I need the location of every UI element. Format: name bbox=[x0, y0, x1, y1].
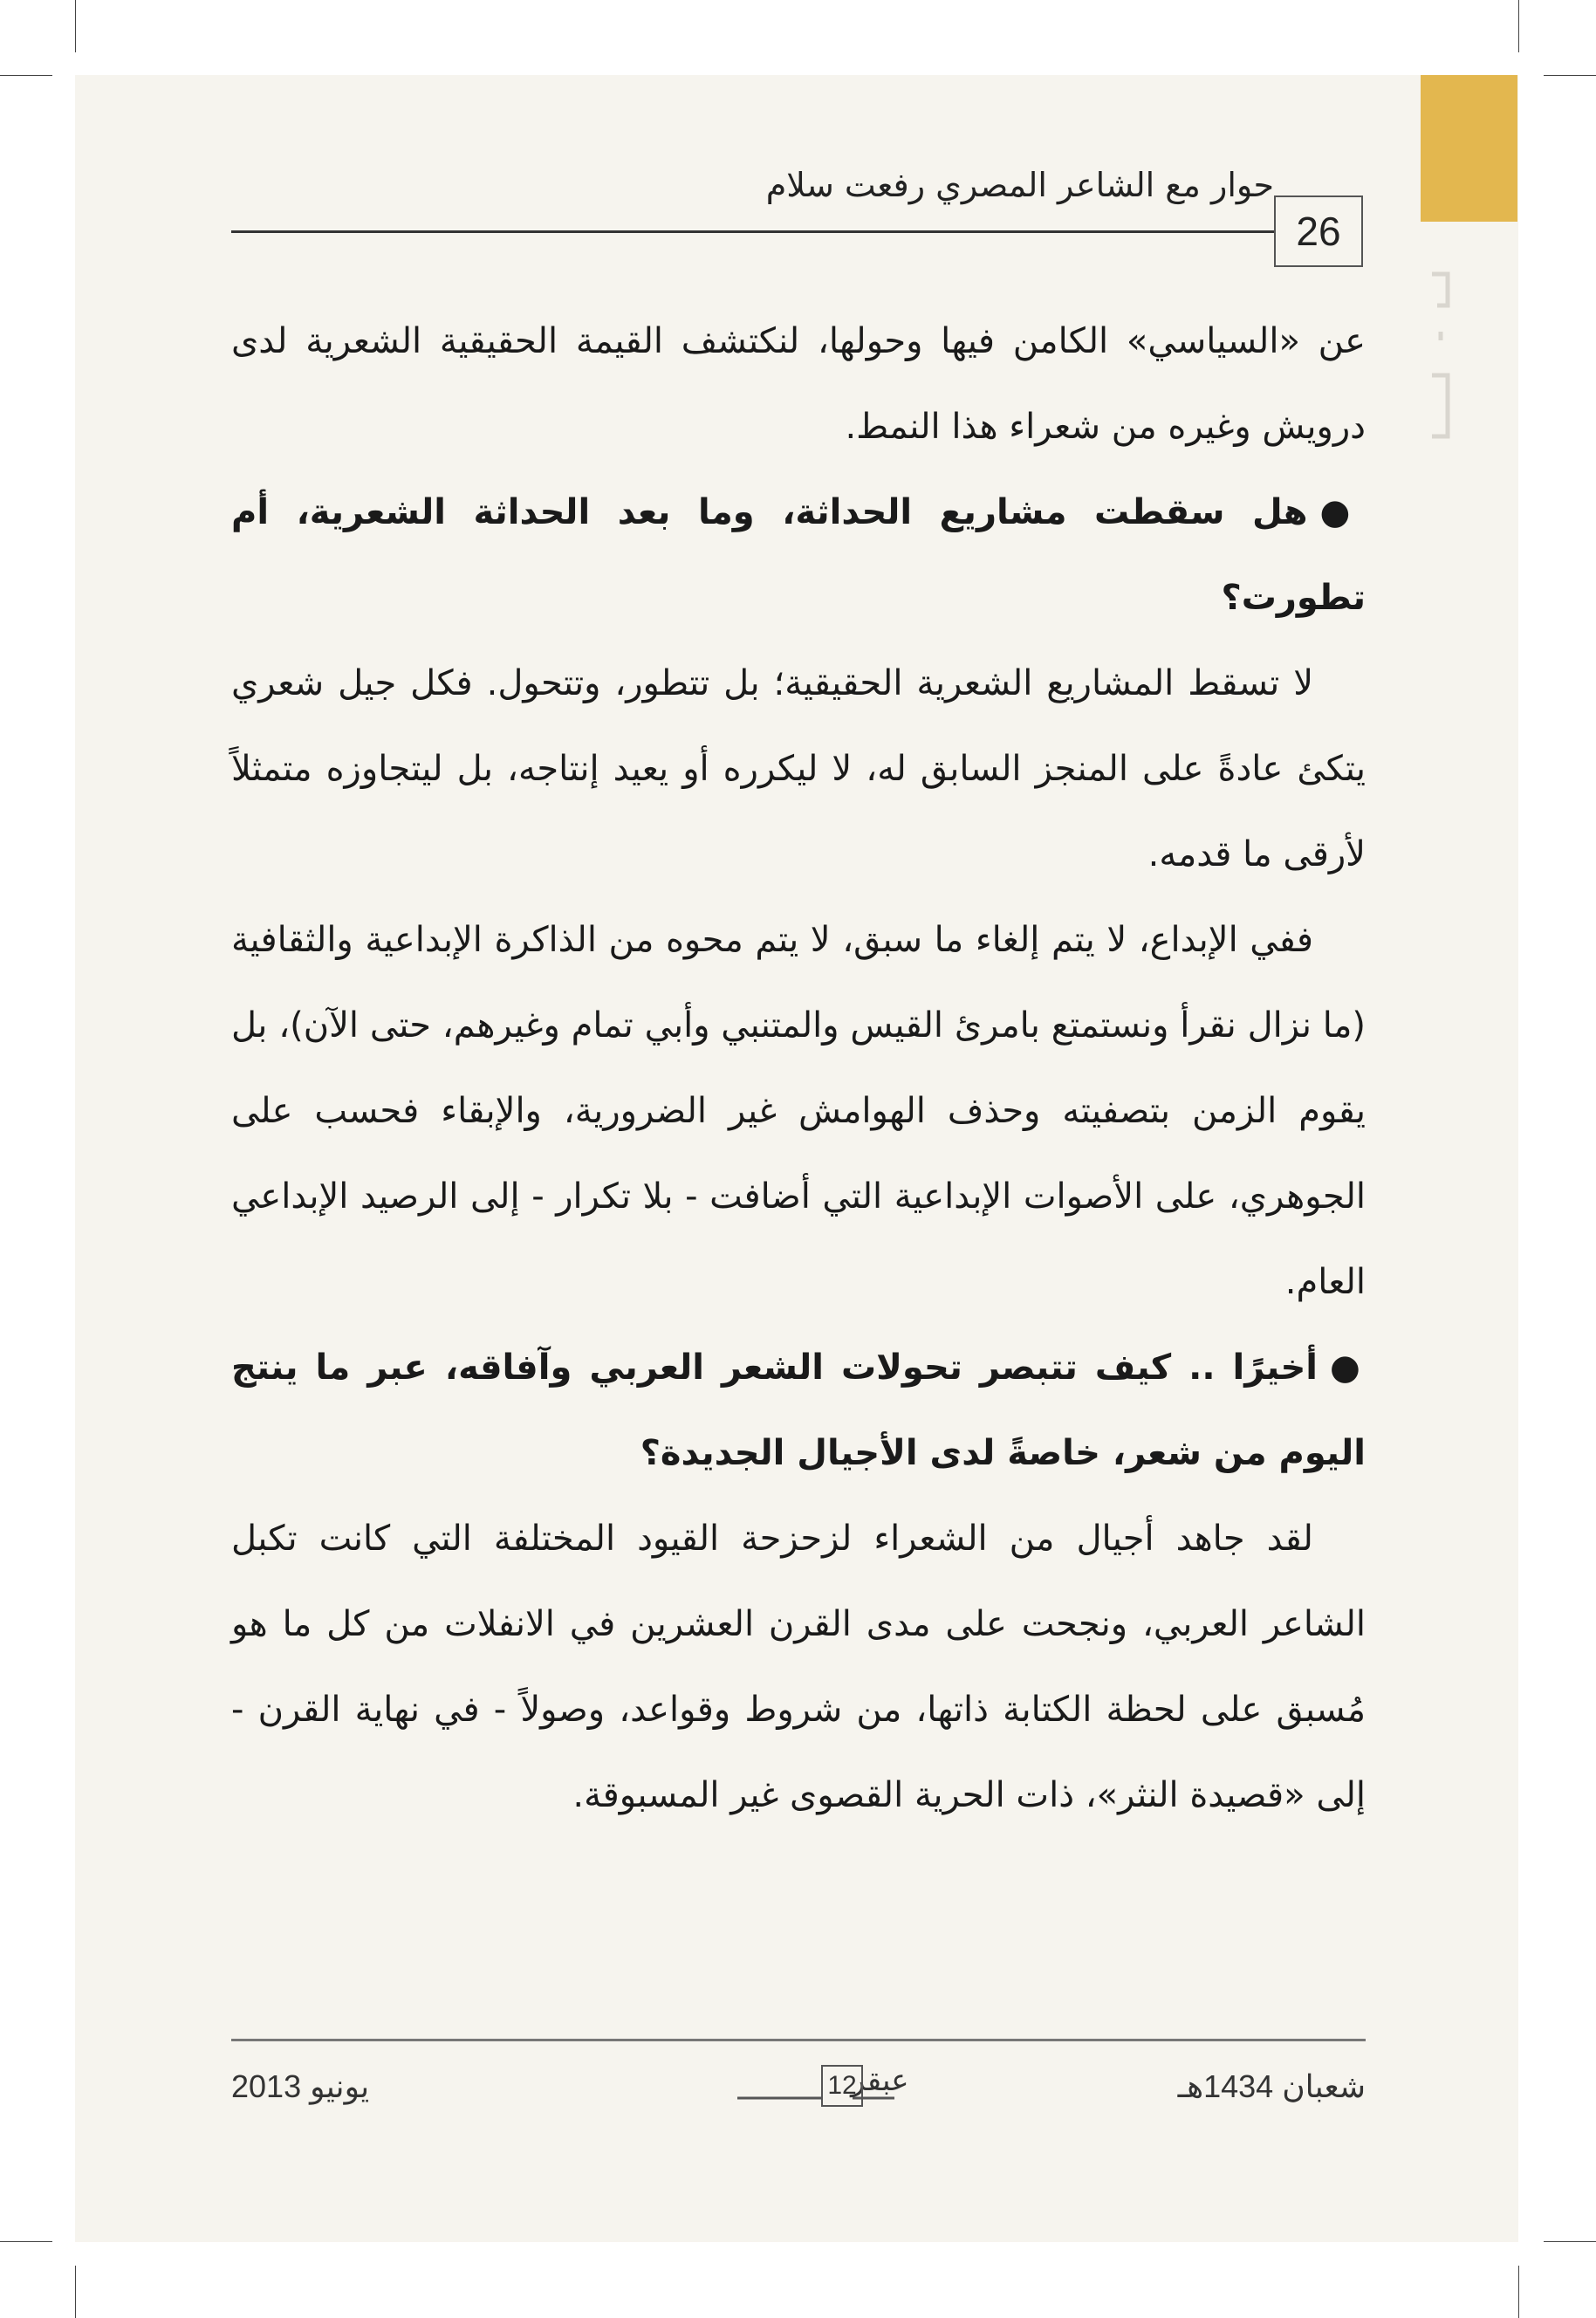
paragraph: عن «السياسي» الكامن فيها وحولها، لنكتشف القيمة الحقيقية الشعرية لدى درويش وغيره من شعراء هذا النمط. bbox=[231, 321, 1366, 447]
bullet-icon: ● bbox=[1330, 1348, 1366, 1388]
interview-question bbox=[231, 470, 1366, 641]
paragraph: ففي الإبداع، لا يتم إلغاء ما سبق، لا يتم محوه من الذاكرة الإبداعية والثقافية (ما نزال نقرأ ونستمتع بامرئ القيس والمتنبي وأبي تمام وغيرهم، حتى الآن)، بل يقوم الزمن بتصفيته وحذف الهوامش غير الضرورية، والإبقاء فحسب على الجوهري، على الأصوات الإبداعية التي أضافت - بلا تكرار - إلى الرصيد الإبداعي العام. bbox=[231, 920, 1366, 1302]
crop-mark bbox=[1518, 2266, 1519, 2318]
paragraph: لا تسقط المشاريع الشعرية الحقيقية؛ بل تتطور، وتتحول. فكل جيل شعري يتكئ عادةً على المنجز السابق له، لا ليكرره أو يعيد إنتاجه، بل ليتجاوزه متمثلاً لأرقى ما قدمه. bbox=[231, 663, 1366, 874]
section-color-tab bbox=[1421, 75, 1517, 222]
crop-mark bbox=[0, 75, 52, 76]
question-text: هل سقطت مشاريع الحداثة، وما بعد الحداثة الشعرية، أم تطورت؟ bbox=[231, 492, 1366, 618]
footer-rule bbox=[231, 2039, 1366, 2041]
interview-question bbox=[231, 1325, 1366, 1496]
header-rule bbox=[231, 230, 1274, 233]
page-number: 26 bbox=[1274, 195, 1363, 267]
crop-mark bbox=[0, 2241, 52, 2242]
bullet-icon: ● bbox=[1319, 492, 1366, 532]
footer-issue-number: 12 bbox=[821, 2065, 863, 2107]
crop-mark bbox=[75, 0, 76, 52]
crop-mark bbox=[1544, 75, 1596, 76]
page-footer bbox=[231, 2061, 1366, 2114]
crop-mark bbox=[1518, 0, 1519, 52]
running-header-title: حوار مع الشاعر المصري رفعت سلام bbox=[765, 166, 1274, 204]
footer-magazine-name: عبقر bbox=[851, 2064, 909, 2097]
side-ornament bbox=[1428, 271, 1451, 445]
footer-hijri-date: شعبان 1434هـ bbox=[1177, 2068, 1366, 2104]
footer-magazine-mark bbox=[720, 2061, 912, 2110]
crop-mark bbox=[75, 2266, 76, 2318]
article-body bbox=[231, 298, 1366, 1838]
crop-mark bbox=[1544, 2241, 1596, 2242]
paragraph: لقد جاهد أجيال من الشعراء لزحزحة القيود المختلفة التي كانت تكبل الشاعر العربي، ونجحت على مدى القرن العشرين في الانفلات من كل ما هو مُسبق على لحظة الكتابة ذاتها، من شروط وقواعد، وصولاً - في نهاية القرن - إلى «قصيدة النثر»، ذات الحرية القصوى غير المسبوقة. bbox=[231, 1519, 1366, 1815]
question-text: أخيرًا .. كيف تتبصر تحولات الشعر العربي وآفاقه، عبر ما ينتج اليوم من شعر، خاصةً لدى الأجيال الجديدة؟ bbox=[231, 1348, 1366, 1473]
footer-gregorian-date: يونيو 2013 bbox=[231, 2068, 370, 2104]
